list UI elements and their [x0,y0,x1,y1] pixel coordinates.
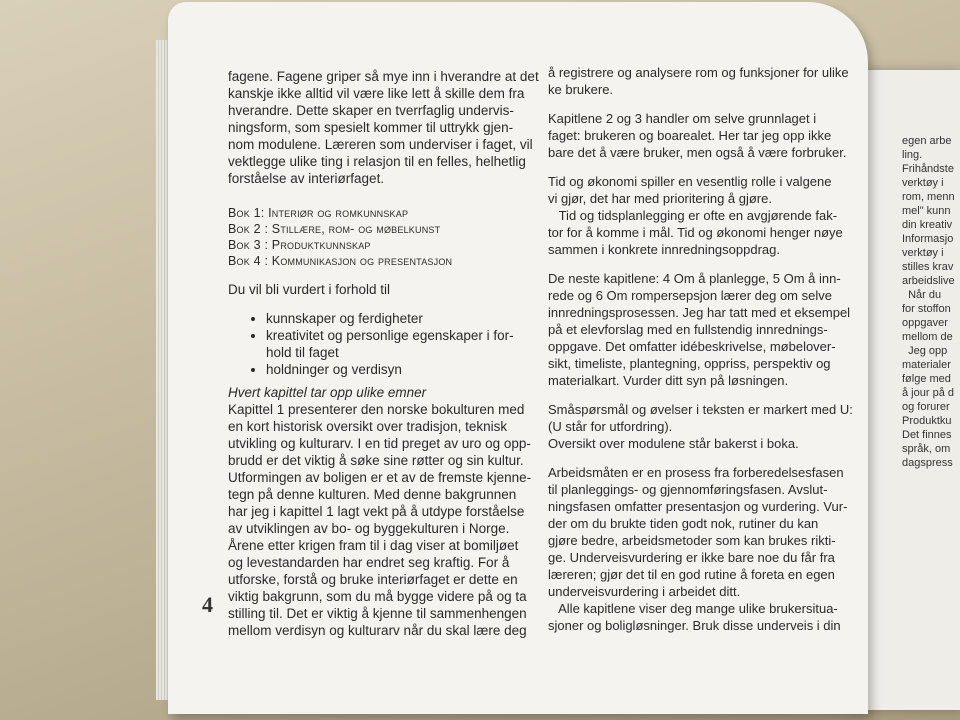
text-line: på et elevforslag med en fullstendig innrednings- [548,322,828,337]
intro-paragraph [228,68,539,187]
text-line: for stoffon [902,303,951,315]
text-line: din kreativ [902,219,953,231]
assessment-item [266,327,526,361]
assessment-intro: Du vil bli vurdert i forhold til [228,282,391,297]
text-line: materialer [902,359,951,371]
text-line: utvikling og kulturarv. I en tid preget av uro og opp- [228,436,531,451]
paragraph-neste-kapitlene [548,270,851,389]
text-line: fagene. Fagene griper så mye inn i hverandre at det [228,69,539,84]
text-line: ningsfasen omfatter presentasjon og vurdering. Vur- [548,499,848,514]
text-line: Kapittel 1 presenterer den norske bokulturen med [228,402,525,417]
text-line: ke brukere. [548,82,614,97]
text-line: innredningsprosessen. Jeg har tatt med et eksempel [548,305,851,320]
text-line: følge med [902,373,951,385]
text-line: Oversikt over modulene står bakerst i boka. [548,436,799,451]
left-column [228,68,539,639]
text-line: faget: brukeren og boarealet. Her tar jeg opp ikke [548,128,832,143]
text-line: språk, om [902,443,951,455]
text-line: De neste kapitlene: 4 Om å planlegge, 5 Om å inn- [548,271,841,286]
paragraph-kapitlene-2-3 [548,110,847,161]
text-line: rede og 6 Om rompersepsjon lærer deg om selve [548,288,832,303]
text-line: oppgaver [902,317,948,329]
text-line: stilles krav [902,261,954,273]
text-line: (U står for utfordring). [548,419,673,434]
paragraph-tid-okonomi [548,173,843,258]
facing-page [858,70,960,710]
text-line: mellom verdisyn og kulturarv når du skal lære deg [228,623,527,638]
text-line: hverandre. Dette skaper en tverrfaglig undervis- [228,103,514,118]
text-line: til planleggings- og gjennomføringsfasen. Avslut- [548,482,828,497]
text-line: Jeg opp [902,345,948,357]
text-line: Alle kapitlene viser deg mange ulike brukersitua- [548,601,838,616]
text-line: arbeidslive [902,275,955,287]
text-line: vektlegge ulike ting i relasjon til en felles, helhetlig [228,154,526,169]
text-line: tegn på denne kulturen. Med denne bakgrunnen [228,487,517,502]
text-line: Bok 2 : Stillære, rom- og møbelkunst [228,222,441,236]
assessment-item-text: kunnskaper og ferdigheter [266,311,423,326]
text-line: utforske, forstå og bruke interiørfaget er dette en [228,572,518,587]
text-line: nom modulene. Læreren som underviser i faget, vil [228,137,533,152]
text-line: og forurer [902,401,950,413]
text-line: stilling til. Det er viktig å kjenne til sammenhengen [228,606,527,621]
text-line: læreren; gjør det til en god rutine å foreta en egen [548,567,835,582]
text-line: ningsform, som spesielt kommer til uttrykk gjen- [228,120,514,135]
text-line: å registrere og analysere rom og funksjoner for ulike [548,65,849,80]
page-number: 4 [202,592,213,617]
text-line: Årene etter krigen fram til i dag viser at bomiljøet [228,538,519,553]
text-line: brudd er det viktig å søke sine røtter og sin kultur. [228,453,524,468]
text-line: bare det å være bruker, men også å være forbruker. [548,145,847,160]
section-heading: Hvert kapittel tar opp ulike emner [228,385,427,400]
text-line: mellom de [902,331,953,343]
text-line: en kort historisk oversikt over tradisjon, teknisk [228,419,508,434]
text-line: Når du [902,289,942,301]
text-line: underveisvurdering i arbeidet ditt. [548,584,741,599]
text-line: kanskje ikke alltid vil være like lett å skille dem fra [228,86,525,101]
assessment-item [266,361,526,378]
text-line: oppgave. Det omfatter idébeskrivelse, møbelover- [548,339,836,354]
text-line: vi gjør, det har med prioritering å gjøre. [548,191,772,206]
text-line: har jeg i kapittel 1 lagt vekt på å utdype forståelse [228,504,525,519]
text-line: ling. [902,149,923,161]
text-line: Bok 4 : Kommunikasjon og presentasjon [228,254,453,268]
text-line: sammen i konkrete innredningsoppdrag. [548,242,780,257]
assessment-item-text: hold til faget [266,345,339,360]
text-line: verktøy i [902,247,944,259]
text-line: gjøre bedre, arbeidsmetoder som kan brukes rikti- [548,533,836,548]
text-line: Frihåndste [902,163,954,175]
text-line: Arbeidsmåten er en prosess fra forberedelsesfasen [548,465,844,480]
chapter-1-paragraph [228,401,532,639]
text-line: ge. Underveisvurdering er ikke bare noe du får fra [548,550,835,565]
text-line: dagspress [902,457,953,469]
facing-page-text [902,134,960,470]
paragraph-registrere [548,64,849,98]
text-line: Det finnes [902,429,952,441]
assessment-list [228,310,526,378]
text-line: der om du brukte tiden godt nok, rutiner du kan [548,516,819,531]
text-line: å jour på d [902,387,954,399]
assessment-item [266,310,526,327]
text-line: Produktku [902,415,952,427]
text-line: sjoner og boligløsninger. Bruk disse underveis i din [548,618,841,633]
text-line: tor for å komme i mål. Tid og økonomi henger nøye [548,225,843,240]
paragraph-arbeidsmaten [548,464,848,634]
text-line: Utformingen av boligen er et av de fremste kjenne- [228,470,532,485]
text-line: og levestandarden har endret seg kraftig. For å [228,555,510,570]
text-line: rom, menn [902,191,955,203]
paragraph-smasporsmal [548,401,853,452]
text-line: viktig bakgrunn, som du må bygge videre på og ta [228,589,527,604]
text-line: verktøy i [902,177,944,189]
text-line: Bok 3 : Produktkunnskap [228,238,371,252]
assessment-item-text: holdninger og verdisyn [266,362,402,377]
text-line: Bok 1: Interiør og romkunnskap [228,206,409,220]
text-line: mel" kunn [902,205,951,217]
right-column [548,64,853,634]
book-list [228,205,526,269]
text-line: av utviklingen av bo- og byggekulturen i Norge. [228,521,510,536]
text-line: materialkart. Vurder ditt syn på løsningen. [548,373,789,388]
text-line: Tid og tidsplanlegging er ofte en avgjørende fak- [548,208,838,223]
text-line: Kapitlene 2 og 3 handler om selve grunnlaget i [548,111,817,126]
text-line: Informasjo [902,233,954,245]
assessment-item-text: kreativitet og personlige egenskaper i for- [266,328,514,343]
text-line: sikt, timeliste, plantegning, oppriss, perspektiv og [548,356,831,371]
text-line: forståelse av interiørfaget. [228,171,385,186]
text-line: Småspørsmål og øvelser i teksten er markert med U: [548,402,853,417]
text-line: egen arbe [902,135,952,147]
text-line: Tid og økonomi spiller en vesentlig rolle i valgene [548,174,832,189]
